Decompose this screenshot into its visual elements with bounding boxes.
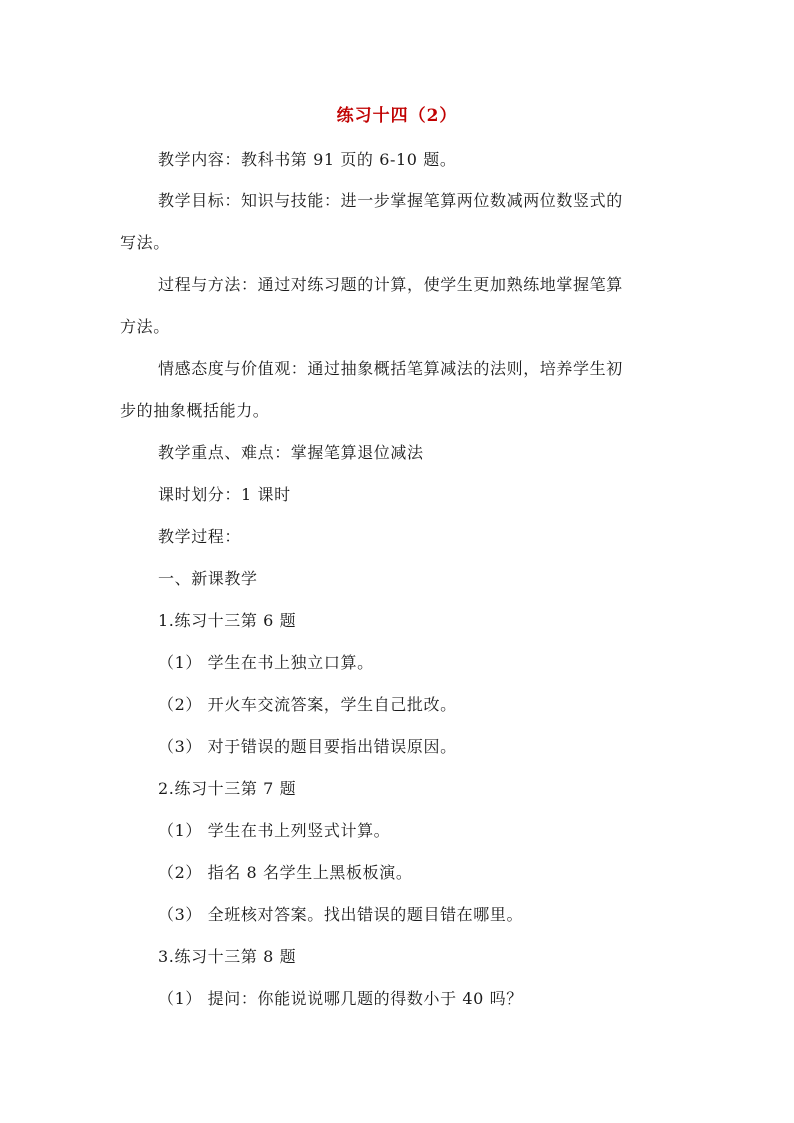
exercise-heading: 1.练习十三第 6 题 [158, 611, 297, 630]
exercise-item: （3） 全班核对答案。找出错误的题目错在哪里。 [158, 905, 524, 924]
exercise-heading: 2.练习十三第 7 题 [158, 779, 297, 798]
exercise-heading: 3.练习十三第 8 题 [158, 947, 297, 966]
teaching-goal-line-2: 写法。 [120, 233, 170, 252]
section-heading: 一、新课教学 [158, 569, 258, 588]
emotion-attitude-line-1: 情感态度与价值观：通过抽象概括笔算减法的法则，培养学生初 [158, 359, 623, 378]
exercise-item: （1） 学生在书上独立口算。 [158, 653, 374, 672]
process-method-line-1: 过程与方法：通过对练习题的计算，使学生更加熟练地掌握笔算 [158, 275, 623, 294]
emotion-attitude-line-2: 步的抽象概括能力。 [120, 401, 270, 420]
teaching-goal-line-1: 教学目标：知识与技能：进一步掌握笔算两位数减两位数竖式的 [158, 191, 623, 210]
process-heading: 教学过程： [158, 527, 242, 546]
exercise-item: （3） 对于错误的题目要指出错误原因。 [158, 737, 457, 756]
teaching-content: 教学内容：教科书第 91 页的 6-10 题。 [158, 150, 457, 169]
exercise-item: （1） 提问：你能说说哪几题的得数小于 40 吗？ [158, 989, 523, 1008]
exercise-item: （2） 开火车交流答案，学生自己批改。 [158, 695, 457, 714]
exercise-item: （2） 指名 8 名学生上黑板板演。 [158, 863, 413, 882]
key-points: 教学重点、难点：掌握笔算退位减法 [158, 443, 424, 462]
exercise-item: （1） 学生在书上列竖式计算。 [158, 821, 391, 840]
document-title: 练习十四（2） [336, 106, 458, 126]
class-period: 课时划分：1 课时 [158, 485, 291, 504]
process-method-line-2: 方法。 [120, 317, 170, 336]
